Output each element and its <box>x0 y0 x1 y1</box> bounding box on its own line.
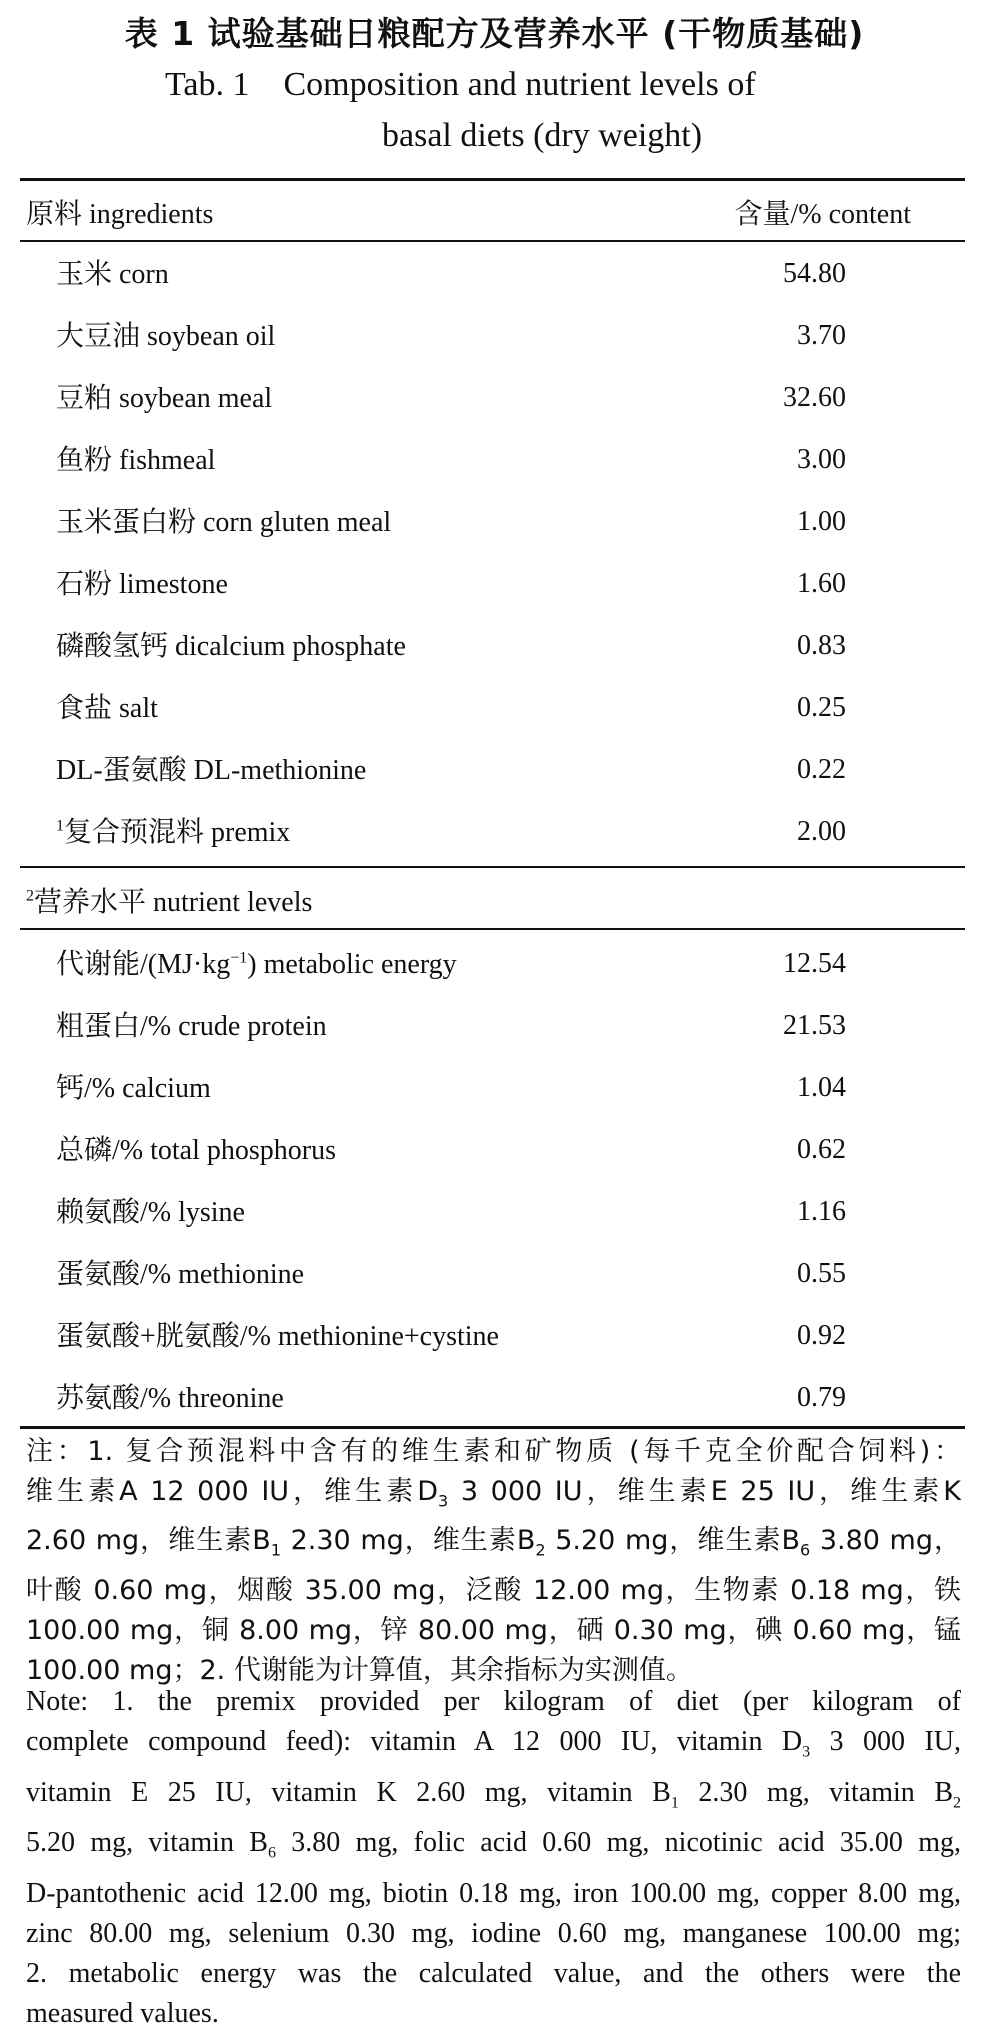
subscript: 2 <box>953 1794 961 1812</box>
nutrient-value: 1.04 <box>797 1072 846 1103</box>
note-line: Note: 1. the premix provided per kilogram of diet (per kilogram of <box>26 1686 961 1717</box>
subscript: 2 <box>535 1540 546 1560</box>
ingredient-name: 豆粕 soybean meal <box>56 383 273 414</box>
nutrient-name: 赖氨酸/% lysine <box>56 1197 245 1228</box>
subscript: 6 <box>267 1844 276 1862</box>
ingredient-value: 1.00 <box>797 506 846 537</box>
ingredient-value: 1.60 <box>797 568 846 599</box>
ingredient-value: 54.80 <box>783 258 846 289</box>
footnote-mark: 2 <box>26 887 34 905</box>
table-row <box>0 500 989 562</box>
ingredient-value: 2.00 <box>797 816 846 847</box>
ingredient-name: 磷酸氢钙 dicalcium phosphate <box>56 631 406 662</box>
note-line: 叶酸 0.60 mg，烟酸 35.00 mg，泛酸 12.00 mg，生物素 0.18 mg，铁 <box>26 1574 961 1606</box>
table-row <box>0 942 989 1004</box>
nutrient-name: 苏氨酸/% threonine <box>56 1383 284 1414</box>
ingredient-name: 玉米蛋白粉 corn gluten meal <box>56 507 392 538</box>
nutrient-value: 21.53 <box>783 1010 846 1041</box>
table-row <box>0 1066 989 1128</box>
unit-exponent: −1 <box>230 949 248 967</box>
nutrient-value: 0.79 <box>797 1382 846 1413</box>
table-row <box>0 1128 989 1190</box>
nutrient-section-label: $^2$营养水平 nutrient levels <box>26 887 313 918</box>
note-line: 2. metabolic energy was the calculated value, and the others were the <box>26 1957 961 1989</box>
ingredient-name: DL-蛋氨酸 DL-methionine <box>56 755 367 786</box>
note-line: 5.20 mg, vitamin $B_6$ 3.80 mg, folic acid 0.60 mg, nicotinic acid 35.00 mg, <box>26 1827 962 1862</box>
table-row <box>0 624 989 686</box>
note-line: 100.00 mg，铜 8.00 mg，锌 80.00 mg，硒 0.30 mg，碘 0.60 mg，锰 <box>26 1614 962 1646</box>
notes-chinese <box>26 1432 961 1691</box>
table-title-en-line1: Tab. 1 Composition and nutrient levels of <box>165 66 756 103</box>
table-row <box>0 1190 989 1252</box>
nutrient-name: 蛋氨酸+胱氨酸/% methionine+cystine <box>56 1321 499 1352</box>
nutrient-value: 0.55 <box>797 1258 846 1289</box>
table-row <box>0 1314 989 1376</box>
footnote-mark: 1 <box>56 817 64 835</box>
ingredient-name: $^1$复合预混料 premix <box>56 817 291 848</box>
ingredient-value: 3.70 <box>797 320 846 351</box>
nutrient-value: 1.16 <box>797 1196 846 1227</box>
table-title-en-line2: basal diets (dry weight) <box>382 117 703 154</box>
subscript: 1 <box>670 1794 679 1812</box>
subscript: 1 <box>270 1540 281 1560</box>
subscript: 3 <box>438 1491 449 1511</box>
note-line: vitamin E 25 IU, vitamin K 2.60 mg, vitamin $B_1$ 2.30 mg, vitamin $B_2$ <box>26 1776 961 1812</box>
ingredient-value: 0.83 <box>797 630 846 661</box>
ingredient-name: 石粉 limestone <box>56 569 228 600</box>
nutrient-name: 粗蛋白/% crude protein <box>56 1011 327 1042</box>
nutrient-value: 0.92 <box>797 1320 846 1351</box>
table-row <box>0 1252 989 1314</box>
nutrient-name: 代谢能$/(MJ\cdot kg^{-1})$ metabolic energy <box>56 949 457 980</box>
ingredient-name: 鱼粉 fishmeal <box>56 445 216 476</box>
header-ingredients: 原料 ingredients <box>26 199 214 230</box>
note-line: 注：1. 复合预混料中含有的维生素和矿物质 (每千克全价配合饲料)： <box>26 1436 961 1467</box>
header-content: 含量/% content <box>734 199 911 230</box>
ingredient-value: 0.25 <box>797 692 846 723</box>
table-row <box>0 748 989 810</box>
nutrient-name: 总磷/% total phosphorus <box>56 1135 336 1166</box>
nutrient-value: 0.62 <box>797 1134 846 1165</box>
note-line: 2.60 mg，维生素$B_1$ 2.30 mg，维生素$B_2$ 5.20 mg，维生素$B_6$ 3.80 mg， <box>26 1525 962 1560</box>
header-rule <box>20 240 965 242</box>
note-line: D-pantothenic acid 12.00 mg, biotin 0.18 mg, iron 100.00 mg, copper 8.00 mg, <box>26 1877 961 1909</box>
note-line: measured values. <box>26 1997 219 2029</box>
note-line: zinc 80.00 mg, selenium 0.30 mg, iodine 0.60 mg, manganese 100.00 mg; <box>26 1917 961 1949</box>
top-rule <box>20 178 965 181</box>
nutrient-rule <box>20 928 965 930</box>
ingredient-name: 玉米 corn <box>56 259 169 290</box>
nutrient-name: 蛋氨酸/% methionine <box>56 1259 305 1290</box>
nutrient-value: 12.54 <box>783 948 846 979</box>
table-row <box>0 686 989 748</box>
ingredient-value: 32.60 <box>783 382 846 413</box>
section-rule <box>20 866 965 868</box>
table-row <box>0 314 989 376</box>
note-line: 100.00 mg；2. 代谢能为计算值，其余指标为实测值。 <box>26 1654 693 1686</box>
table-row <box>0 376 989 438</box>
subscript: 3 <box>802 1743 811 1761</box>
table-title-cn: 表 1 试验基础日粮配方及营养水平 (干物质基础) <box>124 14 865 53</box>
nutrient-name: 钙/% calcium <box>56 1073 211 1104</box>
ingredient-name: 食盐 salt <box>56 693 158 724</box>
ingredient-value: 0.22 <box>797 754 846 785</box>
note-line: complete compound feed): vitamin A 12 000 IU, vitamin $D_3$ 3 000 IU, <box>26 1726 961 1761</box>
table-row <box>0 1004 989 1066</box>
note-line: 维生素A 12 000 IU，维生素$D_3$ 3 000 IU，维生素E 25 IU，维生素K <box>26 1476 961 1511</box>
table-row <box>0 810 989 872</box>
bottom-rule <box>20 1426 965 1429</box>
table-row <box>0 252 989 314</box>
ingredient-value: 3.00 <box>797 444 846 475</box>
table-row <box>0 438 989 500</box>
ingredient-name: 大豆油 soybean oil <box>56 321 276 352</box>
table-row <box>0 562 989 624</box>
subscript: 6 <box>800 1540 811 1560</box>
notes-english <box>26 1682 961 2034</box>
